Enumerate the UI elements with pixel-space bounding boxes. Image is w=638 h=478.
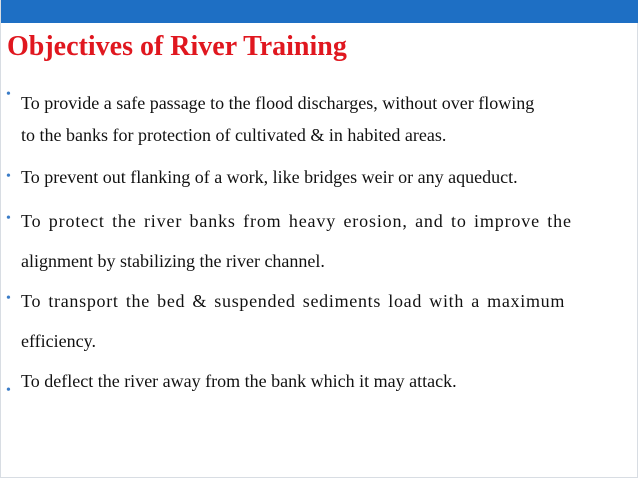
bullet-text-line: efficiency. <box>21 331 96 351</box>
slide-header-bar <box>1 0 638 23</box>
bullet-marker-icon: • <box>6 87 11 102</box>
slide-title: Objectives of River Training <box>7 31 347 62</box>
bullet-text-line: To prevent out flanking of a work, like bridges weir or any aqueduct. <box>21 167 518 187</box>
bullet-text-line: To provide a safe passage to the flood discharges, without over flowing <box>21 93 535 113</box>
bullet-marker-icon: • <box>6 383 11 398</box>
bullet-item <box>1 161 638 193</box>
bullet-item <box>1 281 638 361</box>
bullet-text-line: to the banks for protection of cultivated & in habited areas. <box>21 125 447 145</box>
bullet-text-line: To transport the bed & suspended sediments load with a maximum <box>21 291 566 311</box>
objectives-list <box>1 87 638 401</box>
bullet-marker-icon: • <box>6 291 11 306</box>
bullet-text-line: To protect the river banks from heavy erosion, and to improve the <box>21 211 572 231</box>
bullet-marker-icon: • <box>6 169 11 184</box>
bullet-marker-icon: • <box>6 211 11 226</box>
bullet-text-line: alignment by stabilizing the river channel. <box>21 251 325 271</box>
bullet-item <box>1 201 638 281</box>
bullet-item <box>1 361 638 401</box>
bullet-item <box>1 87 638 151</box>
bullet-text-line: To deflect the river away from the bank which it may attack. <box>21 371 457 391</box>
